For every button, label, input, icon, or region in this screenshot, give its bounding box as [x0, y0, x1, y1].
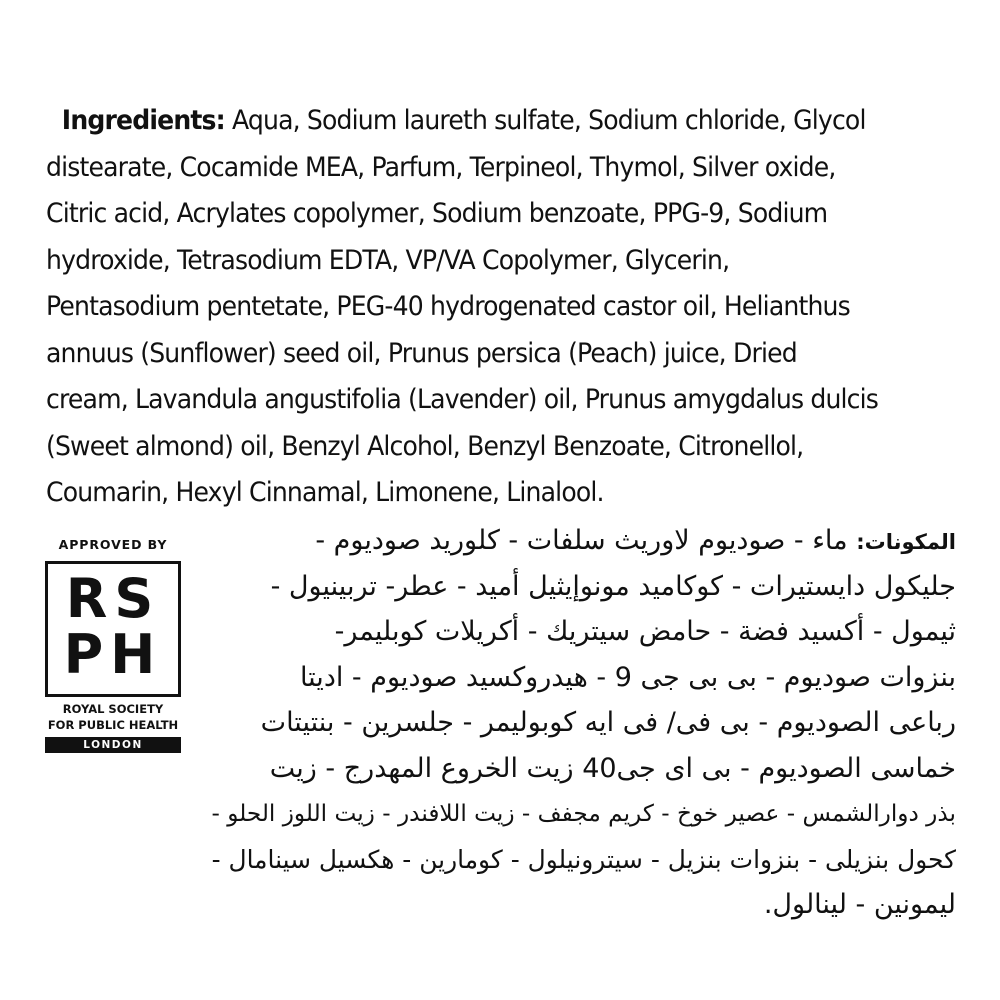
ingredients-heading: Ingredients:: [61, 105, 225, 136]
english-ingredients: [46, 98, 946, 517]
english-line: Coumarin, Hexyl Cinnamal, Limonene, Linalool.: [46, 477, 604, 508]
english-line: hydroxide, Tetrasodium EDTA, VP/VA Copolymer, Glycerin,: [46, 244, 730, 276]
english-line: (Sweet almond) oil, Benzyl Alcohol, Benzyl Benzoate, Citronellol,: [46, 430, 804, 462]
arabic-line: رباعى الصوديوم - بى فى/ فى ايه كوبوليمر - جلسرين - بنتيتات: [260, 707, 956, 738]
arabic-line: جليكول دايستيرات - كوكاميد مونوإيثيل أميد - عطر- تربينيول -: [270, 570, 956, 602]
arabic-line: ثيمول - أكسيد فضة - حامض سيتريك - أكريلات كوبليمر-: [334, 616, 956, 647]
arabic-line: خماسى الصوديوم - بى اى جى40 زيت الخروع المهدرج - زيت: [269, 752, 956, 784]
arabic-line: كحول بنزيلى - بنزوات بنزيل - سيترونيلول - كومارين - هكسيل سينامال -: [211, 844, 956, 874]
arabic-ingredients: [196, 518, 956, 928]
arabic-line-text: ماء - صوديوم لاوريث سلفات - كلوريد صوديوم -: [315, 525, 857, 556]
arabic-line: بذر دوارالشمس - عصير خوخ - كريم مجفف - زيت اللافندر - زيت اللوز الحلو -: [211, 800, 956, 827]
english-line: annuus (Sunflower) seed oil, Prunus persica (Peach) juice, Dried: [46, 337, 797, 369]
arabic-line: بنزوات صوديوم - بى بى جى 9 - هيدروكسيد صوديوم - اديتا: [299, 661, 956, 693]
english-line: cream, Lavandula angustifolia (Lavender) oil, Prunus amygdalus dulcis: [46, 384, 879, 415]
english-line: distearate, Cocamide MEA, Parfum, Terpineol, Thymol, Silver oxide,: [46, 151, 836, 183]
english-line: Citric acid, Acrylates copolymer, Sodium benzoate, PPG-9, Sodium: [46, 198, 828, 229]
arabic-ingredients-heading: المكونات:: [856, 530, 956, 554]
rsph-logo: [45, 561, 181, 697]
badge-org-name-line2: FOR PUBLIC HEALTH: [47, 718, 179, 732]
badge-org-name-line1: ROYAL SOCIETY: [62, 702, 164, 716]
english-line: Pentasodium pentetate, PEG-40 hydrogenated castor oil, Helianthus: [46, 291, 850, 322]
arabic-line: ليمونين - لينالول.: [763, 889, 956, 920]
english-line: [46, 98, 883, 145]
english-line-text: Aqua, Sodium laureth sulfate, Sodium chloride, Glycol: [224, 105, 866, 136]
rsph-logo-letters-top: RS: [65, 567, 161, 630]
badge-approved-by: APPROVED BY: [58, 537, 168, 552]
arabic-line: [196, 518, 956, 564]
badge-city-bar: LONDON: [45, 737, 181, 753]
rsph-approval-badge: [45, 536, 181, 758]
rsph-logo-letters-bottom: PH: [63, 623, 163, 686]
